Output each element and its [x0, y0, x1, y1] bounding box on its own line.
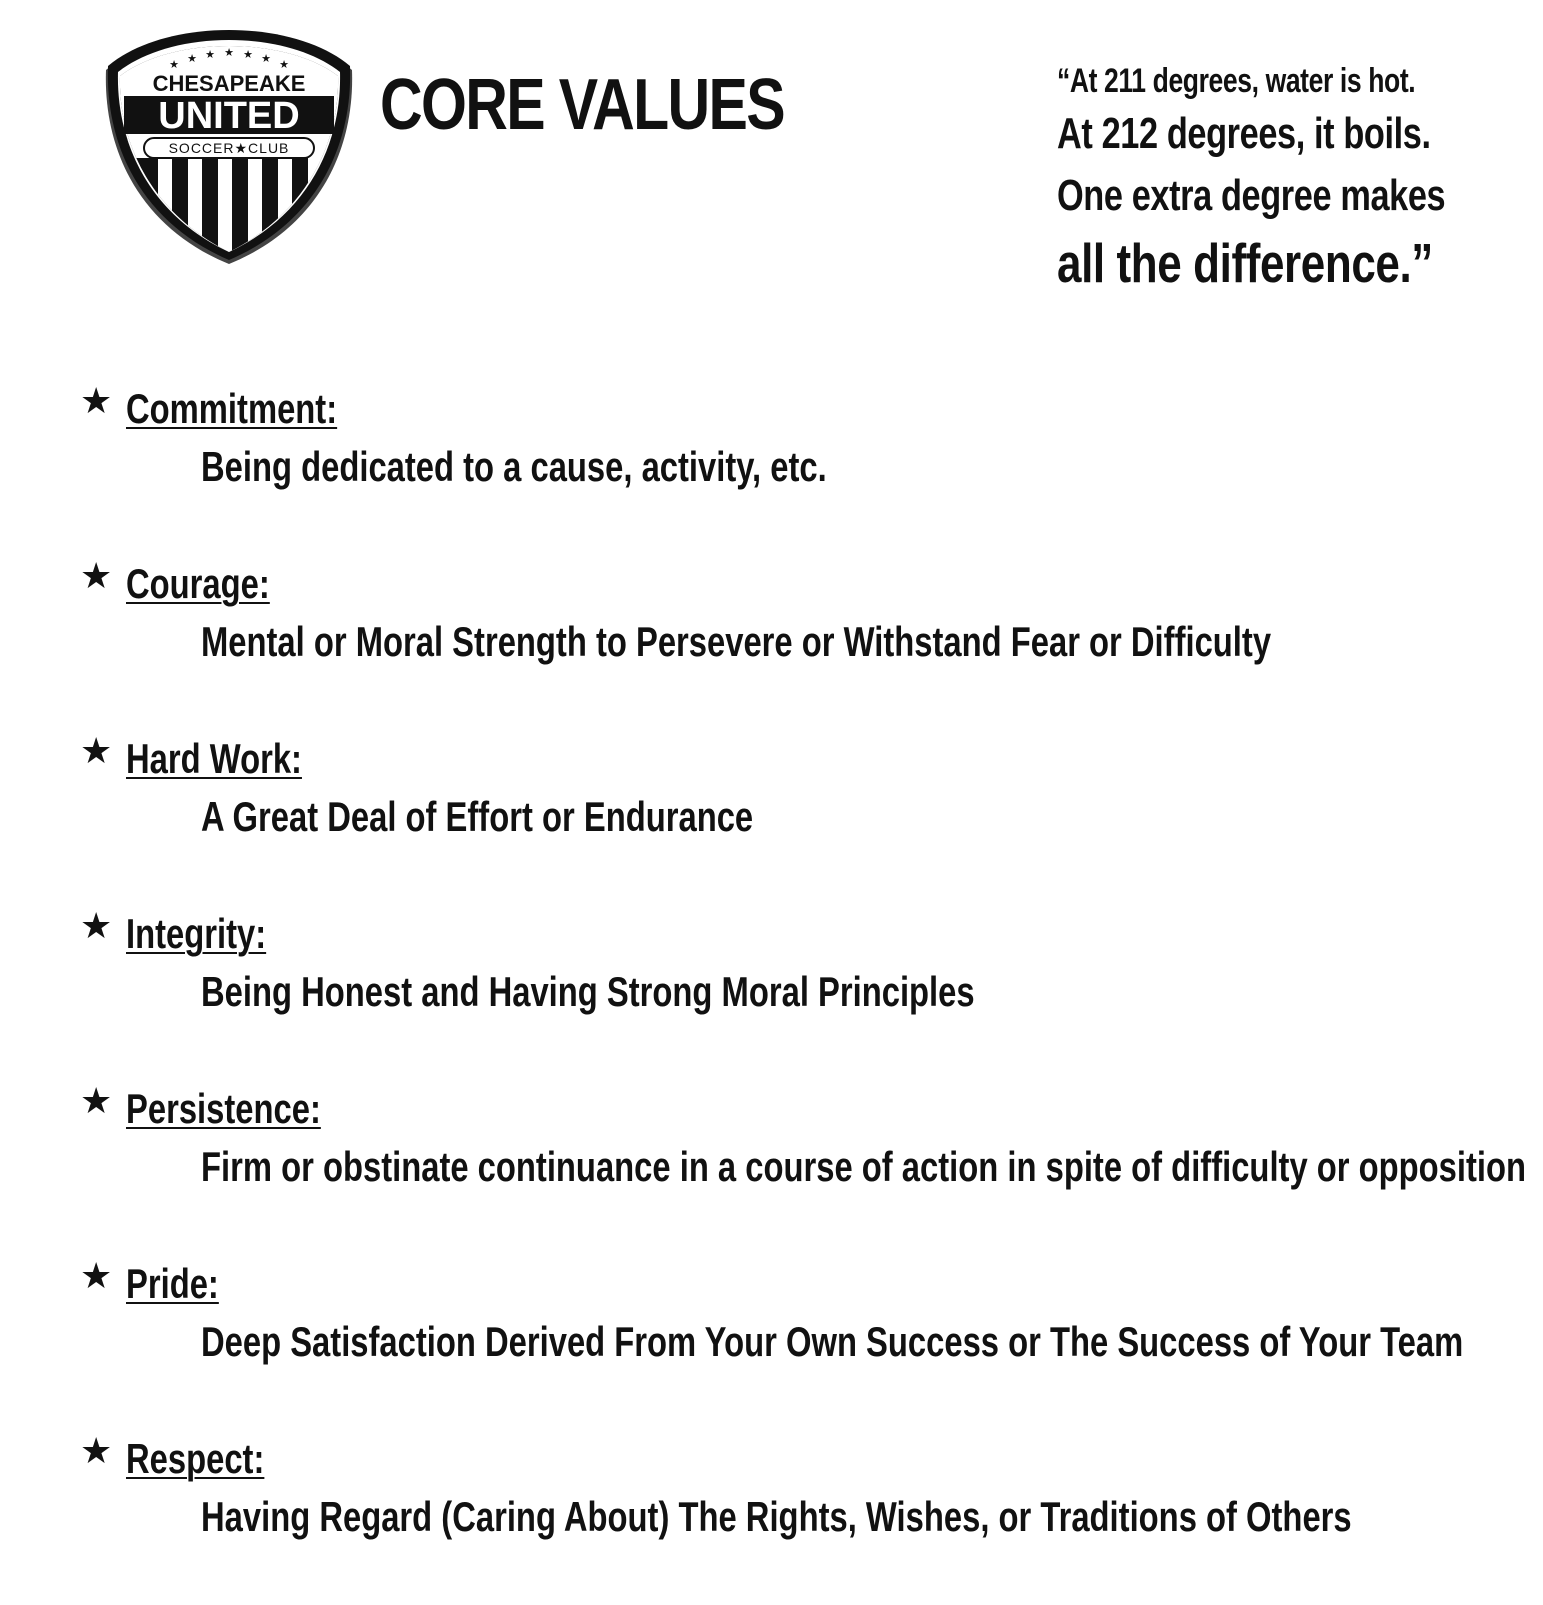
- svg-text:★: ★: [205, 48, 215, 61]
- value-item-commitment: [80, 380, 1500, 555]
- shield-crest-icon: [100, 24, 358, 266]
- value-item-pride: [80, 1255, 1500, 1430]
- value-definition: Firm or obstinate continuance in a course of action in spite of difficulty or opposition: [201, 1143, 1527, 1190]
- value-definition: Having Regard (Caring About) The Rights, Wishes, or Traditions of Others: [201, 1493, 1352, 1540]
- star-icon: ★: [80, 381, 113, 422]
- value-item-persistence: [80, 1080, 1527, 1255]
- value-name: Integrity:: [126, 910, 267, 957]
- value-definition: A Great Deal of Effort or Endurance: [201, 793, 754, 840]
- value-item-hard-work: [80, 730, 1500, 905]
- quote-block: [1057, 64, 1517, 306]
- logo-main-text: UNITED: [158, 95, 300, 137]
- page-title: CORE VALUES: [380, 65, 785, 145]
- value-name: Courage:: [126, 560, 270, 607]
- core-values-list: [80, 380, 1527, 1605]
- value-name: Persistence:: [126, 1085, 321, 1132]
- star-icon: ★: [80, 556, 113, 597]
- star-icon: ★: [80, 906, 113, 947]
- svg-text:★: ★: [187, 52, 197, 65]
- svg-text:★: ★: [243, 48, 253, 61]
- quote-line-1: “At 211 degrees, water is hot.: [1057, 62, 1416, 100]
- star-icon: ★: [80, 1431, 113, 1472]
- star-icon: ★: [80, 1256, 113, 1297]
- svg-text:★: ★: [279, 58, 289, 71]
- svg-text:★: ★: [261, 52, 271, 65]
- value-definition: Deep Satisfaction Derived From Your Own Success or The Success of Your Team: [201, 1318, 1464, 1365]
- value-item-courage: [80, 555, 1500, 730]
- quote-line-2: At 212 degrees, it boils.: [1057, 109, 1431, 158]
- value-name: Pride:: [126, 1260, 219, 1307]
- quote-line-4: all the difference.”: [1057, 232, 1433, 294]
- value-name: Respect:: [126, 1435, 265, 1482]
- svg-text:★: ★: [169, 58, 179, 71]
- svg-text:★: ★: [224, 46, 234, 59]
- club-logo: [100, 24, 358, 266]
- value-definition: Being Honest and Having Strong Moral Principles: [201, 968, 975, 1015]
- value-item-integrity: [80, 905, 1500, 1080]
- star-icon: ★: [80, 731, 113, 772]
- value-name: Hard Work:: [126, 735, 302, 782]
- value-definition: Mental or Moral Strength to Persevere or Withstand Fear or Difficulty: [201, 618, 1272, 665]
- logo-bottom-text: SOCCER★CLUB: [168, 140, 290, 156]
- star-icon: ★: [80, 1081, 113, 1122]
- value-definition: Being dedicated to a cause, activity, etc.: [201, 443, 827, 490]
- value-item-respect: [80, 1430, 1500, 1605]
- value-name: Commitment:: [126, 385, 338, 432]
- logo-top-text: CHESAPEAKE: [152, 71, 306, 96]
- quote-line-3: One extra degree makes: [1057, 171, 1446, 220]
